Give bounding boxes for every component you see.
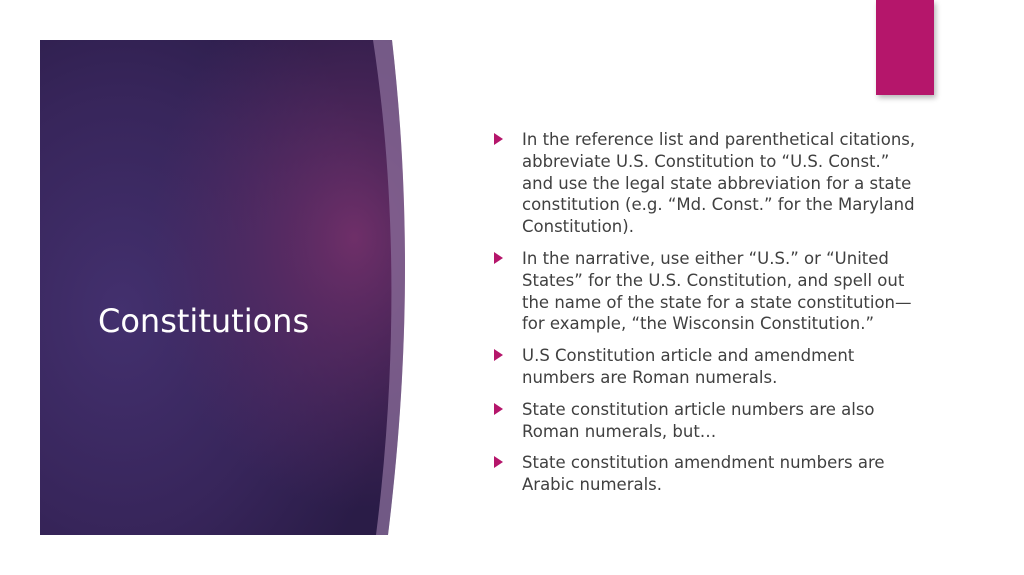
- title-panel-background: [40, 40, 410, 535]
- bullet-item: [494, 129, 924, 238]
- bullet-item: [494, 248, 924, 335]
- triangle-right-icon: [494, 349, 503, 361]
- bullet-text: State constitution amendment numbers are Arabic numerals.: [522, 453, 885, 495]
- triangle-right-icon: [494, 403, 503, 415]
- bullet-list: [494, 129, 924, 506]
- bullet-item: [494, 399, 924, 443]
- bullet-text: State constitution article numbers are also Roman numerals, but…: [522, 399, 875, 441]
- slide-title: Constitutions: [98, 302, 310, 340]
- triangle-right-icon: [494, 456, 503, 468]
- bullet-text: In the reference list and parenthetical citations, abbreviate U.S. Constitution to “U.S. Const.” and use the legal state abbreviation for a state constitution (e.g. “Md. Const.” for the Maryland Constitution).: [522, 130, 916, 237]
- bullet-text: U.S Constitution article and amendment numbers are Roman numerals.: [522, 346, 855, 387]
- triangle-right-icon: [494, 133, 503, 145]
- title-panel: [40, 40, 410, 535]
- bullet-item: [494, 345, 924, 389]
- bullet-item: [494, 452, 924, 496]
- accent-tab: [876, 0, 934, 95]
- bullet-text: In the narrative, use either “U.S.” or “United States” for the U.S. Constitution, and spell out the name of the state for a state constitution—for example, “the Wisconsin Constitution.”: [522, 248, 912, 334]
- triangle-right-icon: [494, 252, 503, 264]
